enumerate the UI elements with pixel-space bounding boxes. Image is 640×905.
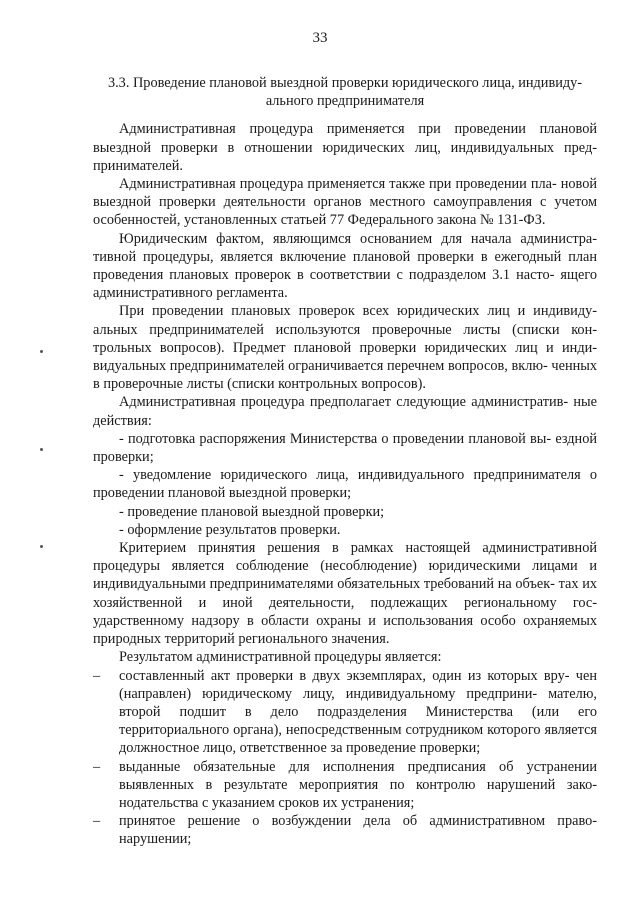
- result-text: выданные обязательные для исполнения предписания об устранении выявленных в результате мероприятия по контролю нарушений зако- нодательства с указанием сроков их устранения;: [119, 758, 597, 811]
- result-text: принятое решение о возбуждении дела об административном право- нарушении;: [119, 813, 597, 848]
- section-heading: 3.3. Проведение плановой выездной проверки юридического лица, индивиду- ального предпринимателя: [107, 75, 583, 110]
- result-item: [93, 667, 597, 758]
- result-item: [93, 758, 597, 813]
- action-item: - подготовка распоряжения Министерства о проведении плановой вы- ездной проверки;: [93, 430, 597, 466]
- result-text: составленный акт проверки в двух экземплярах, один из которых вру- чен (направлен) юридическому лицу, индивидуальному предприни- мателю, второй подшит в дело подразделения Министерства (или его территориального органа), непосредственным сотрудником которого является должностное лицо, ответственное за проведение проверки;: [119, 667, 597, 757]
- document-body: [93, 74, 597, 849]
- paragraph: Юридическим фактом, являющимся основанием для начала администра- тивной процедуры, является включение плановой проверки в ежегодный план проведения плановых проверок в соответствии с подразделом 3.1 насто- ящего административного регламента.: [93, 230, 597, 302]
- result-list: [93, 667, 597, 849]
- paragraph: Административная процедура применяется при проведении плановой выездной проверки в отношении юридических лиц, индивидуальных пред- принимателей.: [93, 121, 597, 174]
- dash-marker: –: [93, 813, 101, 830]
- dash-marker: –: [93, 667, 101, 684]
- margin-mark: [40, 545, 43, 548]
- result-item: [93, 812, 597, 848]
- margin-mark: [40, 350, 43, 353]
- paragraph: При проведении плановых проверок всех юридических лиц и индивиду- альных предпринимателей используются проверочные листы (списки кон- трольных вопросов). Предмет плановой проверки юридических лиц и инди- видуальных предпринимателей ограничивается перечнем вопросов, вклю- ченных в проверочные листы (списки контрольных вопросов).: [93, 303, 597, 393]
- margin-mark: [40, 448, 43, 451]
- paragraph: Административная процедура применяется также при проведении пла- новой выездной проверки деятельности органов местного самоуправления с учетом особенностей, установленных статьей 77 Федерального закона № 131-ФЗ.: [93, 176, 597, 229]
- page-number: 33: [312, 30, 328, 46]
- dash-marker: –: [93, 758, 101, 775]
- action-item: - оформление результатов проверки.: [119, 521, 341, 538]
- criterion-paragraph: Критерием принятия решения в рамках настоящей административной процедуры является соблюдение (несоблюдение) юридическими лицами и индивидуальными предпринимателями обязательных требований на объек- тах их хозяйственной и иной деятельности, подлежащих региональному гос- ударственному надзору в области охраны и использования особо охраняемых природных территорий регионального значения.: [93, 540, 597, 648]
- result-intro: Результатом административной процедуры является:: [119, 649, 442, 666]
- paragraph: Административная процедура предполагает следующие административ- ные действия:: [93, 394, 597, 429]
- action-item: - проведение плановой выездной проверки;: [119, 503, 385, 520]
- action-item: - уведомление юридического лица, индивидуального предпринимателя о проведении плановой выездной проверки;: [93, 467, 597, 502]
